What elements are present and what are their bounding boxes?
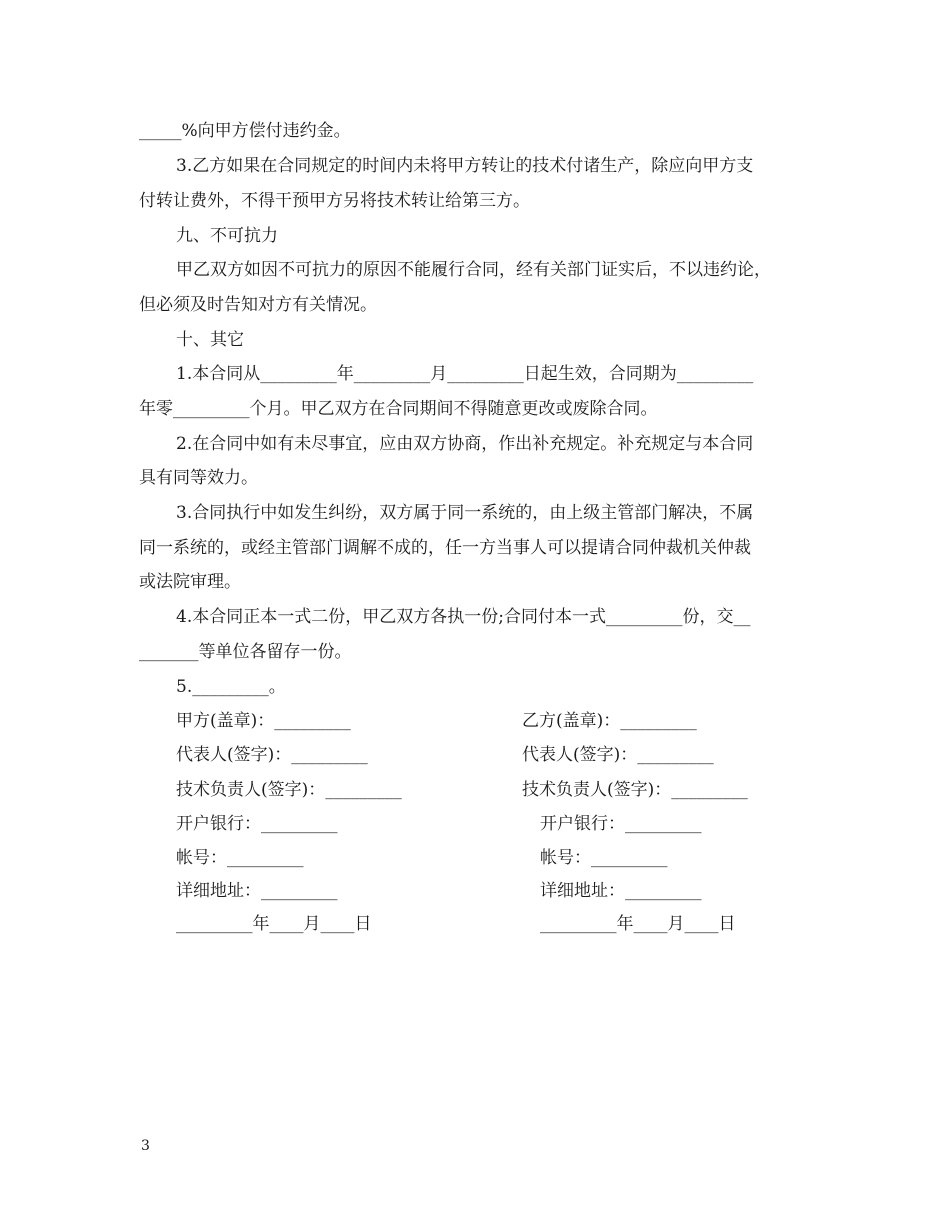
party-b-address: 详细地址：_________ <box>540 881 702 901</box>
party-a-tech-lead: 技术负责人(签字)：_________ <box>176 780 402 800</box>
party-a-bank: 开户银行：_________ <box>176 814 338 834</box>
section-heading-force-majeure: 九、不可抗力 <box>176 226 278 246</box>
paragraph-line: 具有同等效力。 <box>139 468 258 488</box>
page-number: 3 <box>141 1138 150 1154</box>
party-b-seal: 乙方(盖章)：_________ <box>522 711 697 731</box>
paragraph-line: 但必须及时告知对方有关情况。 <box>139 295 377 315</box>
party-b-bank: 开户银行：_________ <box>540 814 702 834</box>
paragraph-line: _______等单位各留存一份。 <box>139 642 352 662</box>
party-a-address: 详细地址：_________ <box>176 881 338 901</box>
party-a-account: 帐号：_________ <box>176 848 304 868</box>
clause-8-3: 3.乙方如果在合同规定的时间内未将甲方转让的技术付诸生产，除应向甲方支 <box>176 156 754 176</box>
party-b-representative: 代表人(签字)：_________ <box>522 745 714 765</box>
party-a-representative: 代表人(签字)：_________ <box>176 745 368 765</box>
paragraph-line: 甲乙双方如因不可抗力的原因不能履行合同，经有关部门证实后，不以违约论， <box>176 260 771 280</box>
paragraph-line: _____%向甲方偿付违约金。 <box>139 121 351 141</box>
clause-10-3: 3.合同执行中如发生纠纷，双方属于同一系统的，由上级主管部门解决，不属 <box>176 503 754 523</box>
party-a-seal: 甲方(盖章)：_________ <box>176 711 351 731</box>
paragraph-line: 同一系统的，或经主管部门调解不成的，任一方当事人可以提请合同仲裁机关仲裁 <box>139 538 751 558</box>
clause-10-4: 4.本合同正本一式二份，甲乙双方各执一份;合同付本一式_________份，交__ <box>176 607 751 627</box>
clause-10-2: 2.在合同中如有未尽事宜，应由双方协商，作出补充规定。补充规定与本合同 <box>176 434 754 454</box>
paragraph-line: 或法院审理。 <box>139 572 241 592</box>
paragraph-line: 付转让费外，不得干预甲方另将技术转让给第三方。 <box>139 191 530 211</box>
party-b-date: _________年____月____日 <box>540 914 736 934</box>
clause-10-1: 1.本合同从_________年_________月_________日起生效，合同期为_________ <box>176 364 754 384</box>
party-a-date: _________年____月____日 <box>176 914 372 934</box>
party-b-tech-lead: 技术负责人(签字)：_________ <box>522 780 748 800</box>
clause-10-5: 5._________。 <box>176 677 286 697</box>
section-heading-other: 十、其它 <box>176 330 244 350</box>
paragraph-line: 年零_________个月。甲乙双方在合同期间不得随意更改或废除合同。 <box>139 399 658 419</box>
party-b-account: 帐号：_________ <box>540 848 668 868</box>
